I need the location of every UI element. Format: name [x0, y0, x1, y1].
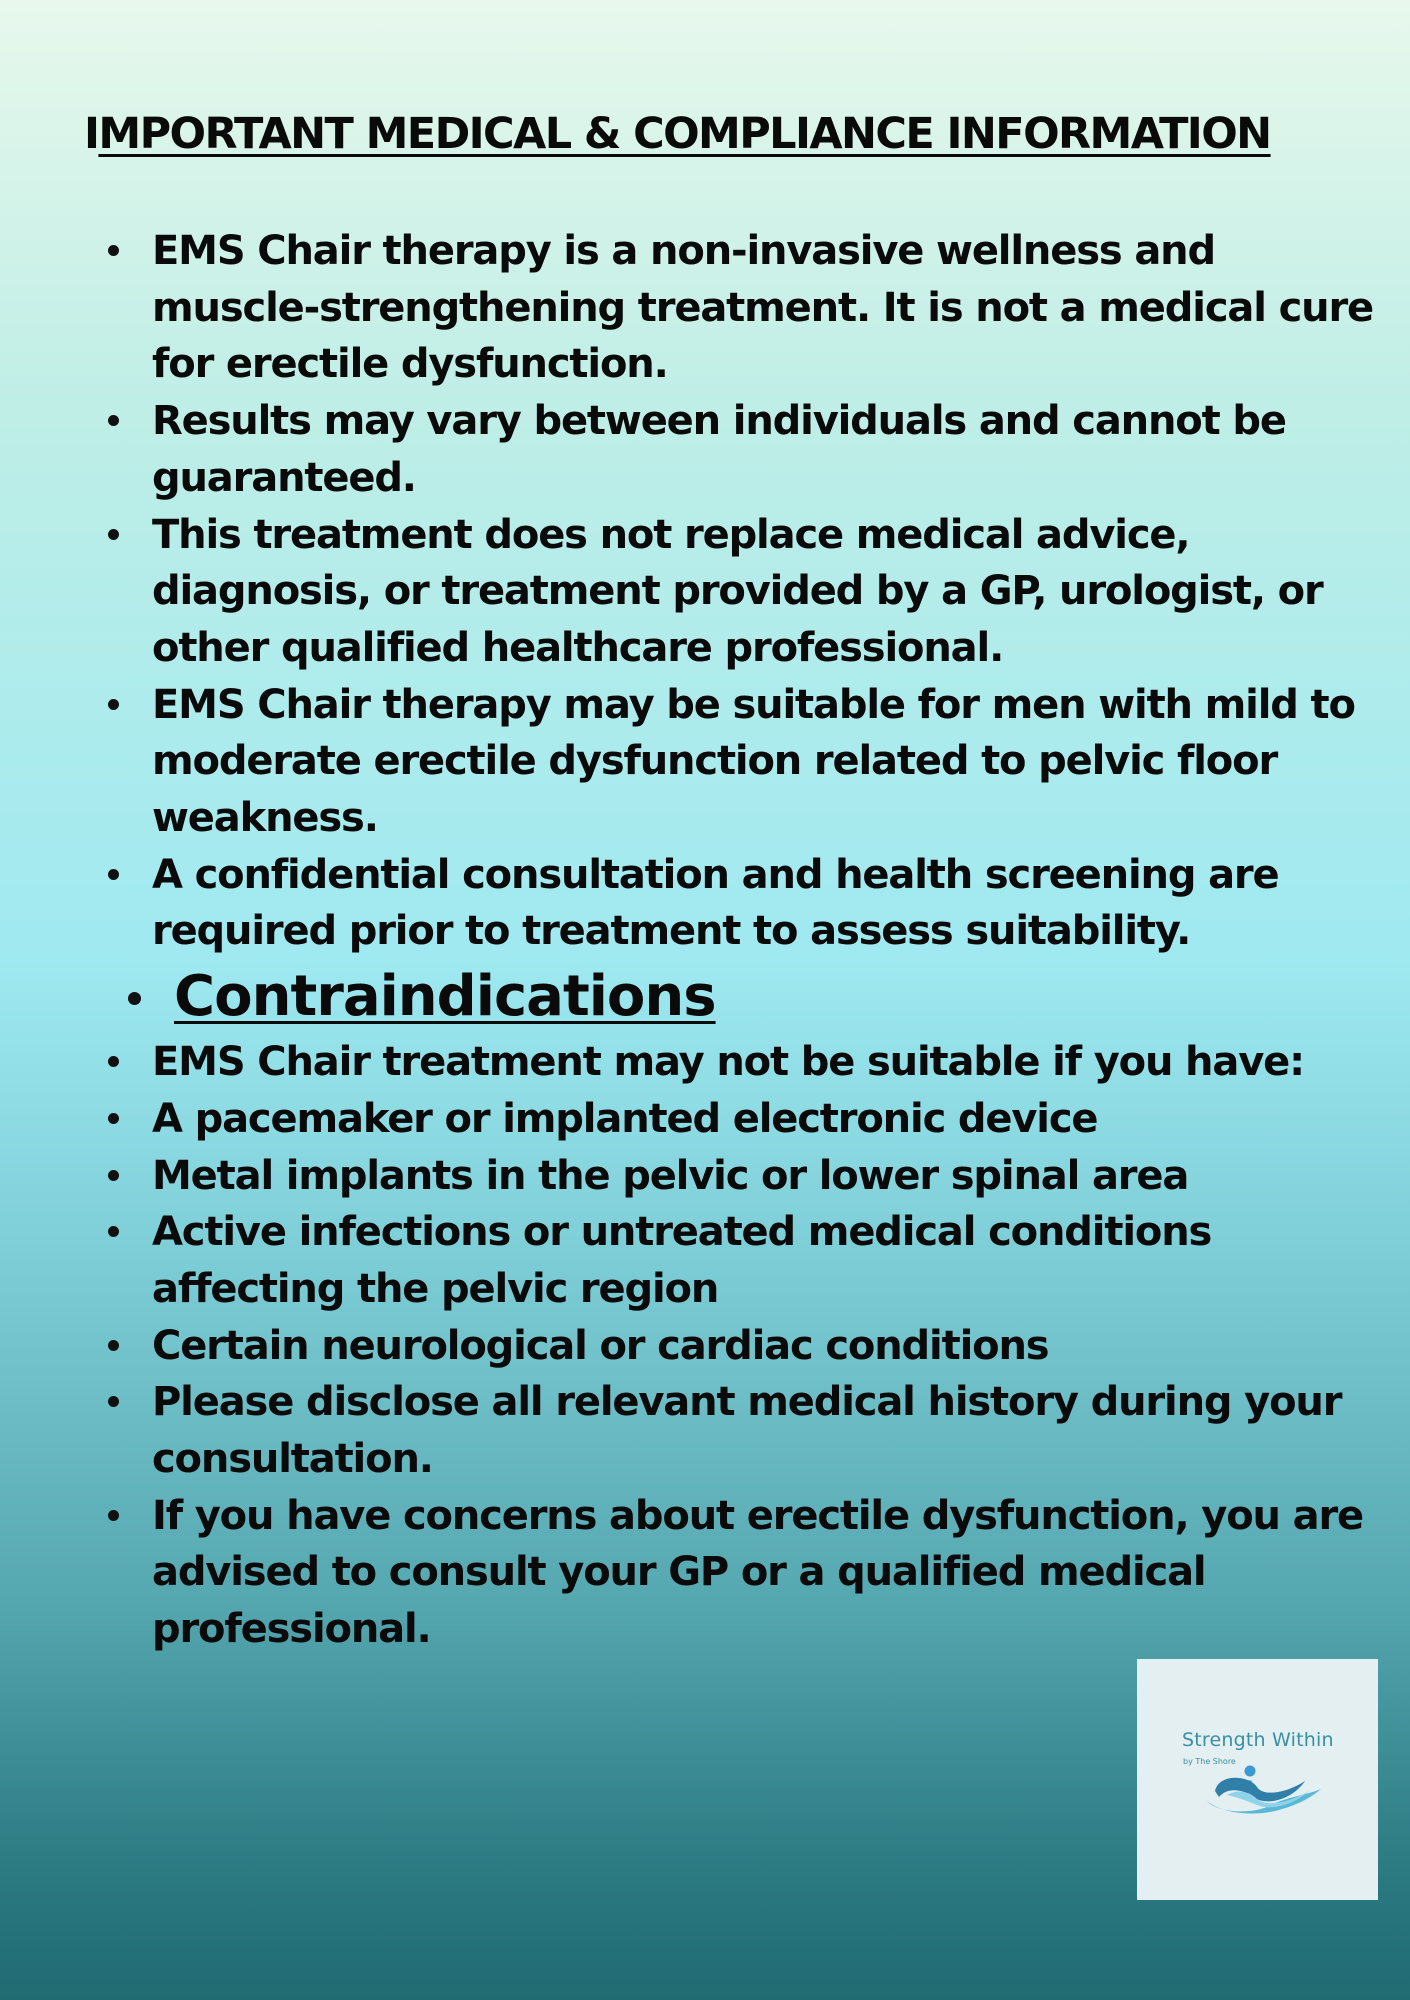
bullet-icon — [108, 1510, 119, 1521]
wave-swimmer-icon — [1197, 1759, 1327, 1815]
list-item-text: Metal implants in the pelvic or lower spinal area — [152, 1152, 1189, 1199]
logo-tagline: by The Shore — [1183, 1757, 1236, 1766]
page-title-lead: I — [84, 109, 99, 159]
bullet-icon — [108, 245, 119, 256]
page-title — [84, 104, 1271, 164]
list-item — [0, 1034, 1410, 1091]
bullet-icon — [108, 1170, 119, 1181]
list-item-text: EMS Chair therapy is a non-invasive wellness and muscle-strengthening treatment. It is not a medical cure for erectile dysfunction. — [152, 228, 1374, 388]
bullet-icon — [108, 1226, 119, 1237]
list-item-text: Active infections or untreated medical conditions affecting the pelvic region — [152, 1209, 1212, 1312]
list-item-text: A confidential consultation and health screening are required prior to treatment to assess suitability. — [152, 851, 1279, 955]
list-item-text: If you have concerns about erectile dysfunction, you are advised to consult your GP or a qualified medical professional. — [152, 1492, 1364, 1653]
list-item — [0, 1318, 1410, 1375]
list-item-text: Certain neurological or cardiac conditions — [152, 1322, 1049, 1369]
logo-name: Strength Within — [1182, 1729, 1334, 1751]
information-list — [0, 223, 1410, 1658]
list-item — [0, 393, 1410, 506]
contraindications-heading-text: Contraindications — [174, 964, 716, 1030]
bullet-icon — [108, 1340, 119, 1351]
list-item-text: EMS Chair therapy may be suitable for men with mild to moderate erectile dysfunction related to pelvic floor weakness. — [152, 681, 1355, 842]
bullet-icon — [128, 992, 141, 1005]
list-item-text: EMS Chair treatment may not be suitable if you have: — [152, 1039, 1304, 1086]
bullet-icon — [108, 699, 119, 710]
logo — [1137, 1659, 1378, 1900]
list-item — [0, 1148, 1410, 1205]
list-item-text: This treatment does not replace medical advice, diagnosis, or treatment provided by a GP, urologist, or other qualified healthcare professional. — [152, 511, 1323, 671]
list-item — [0, 507, 1410, 677]
bullet-icon — [108, 1056, 119, 1067]
bullet-icon — [108, 1396, 119, 1407]
bullet-icon — [108, 869, 119, 880]
page-title-rest: MPORTANT MEDICAL & COMPLIANCE INFORMATION — [98, 109, 1271, 159]
list-item-text: Results may vary between individuals and cannot be guaranteed. — [152, 398, 1286, 501]
bullet-icon — [108, 1113, 119, 1124]
list-item — [0, 1488, 1410, 1658]
list-item — [0, 223, 1410, 393]
list-item — [0, 677, 1410, 847]
list-item — [0, 847, 1410, 960]
list-item-text: Please disclose all relevant medical history during your consultation. — [152, 1379, 1342, 1483]
bullet-icon — [108, 529, 119, 540]
list-item — [0, 1091, 1410, 1148]
bullet-icon — [108, 415, 119, 426]
list-item-text: A pacemaker or implanted electronic device — [152, 1095, 1098, 1142]
list-item — [0, 1374, 1410, 1487]
contraindications-heading — [0, 960, 1410, 1034]
list-item — [0, 1204, 1410, 1317]
